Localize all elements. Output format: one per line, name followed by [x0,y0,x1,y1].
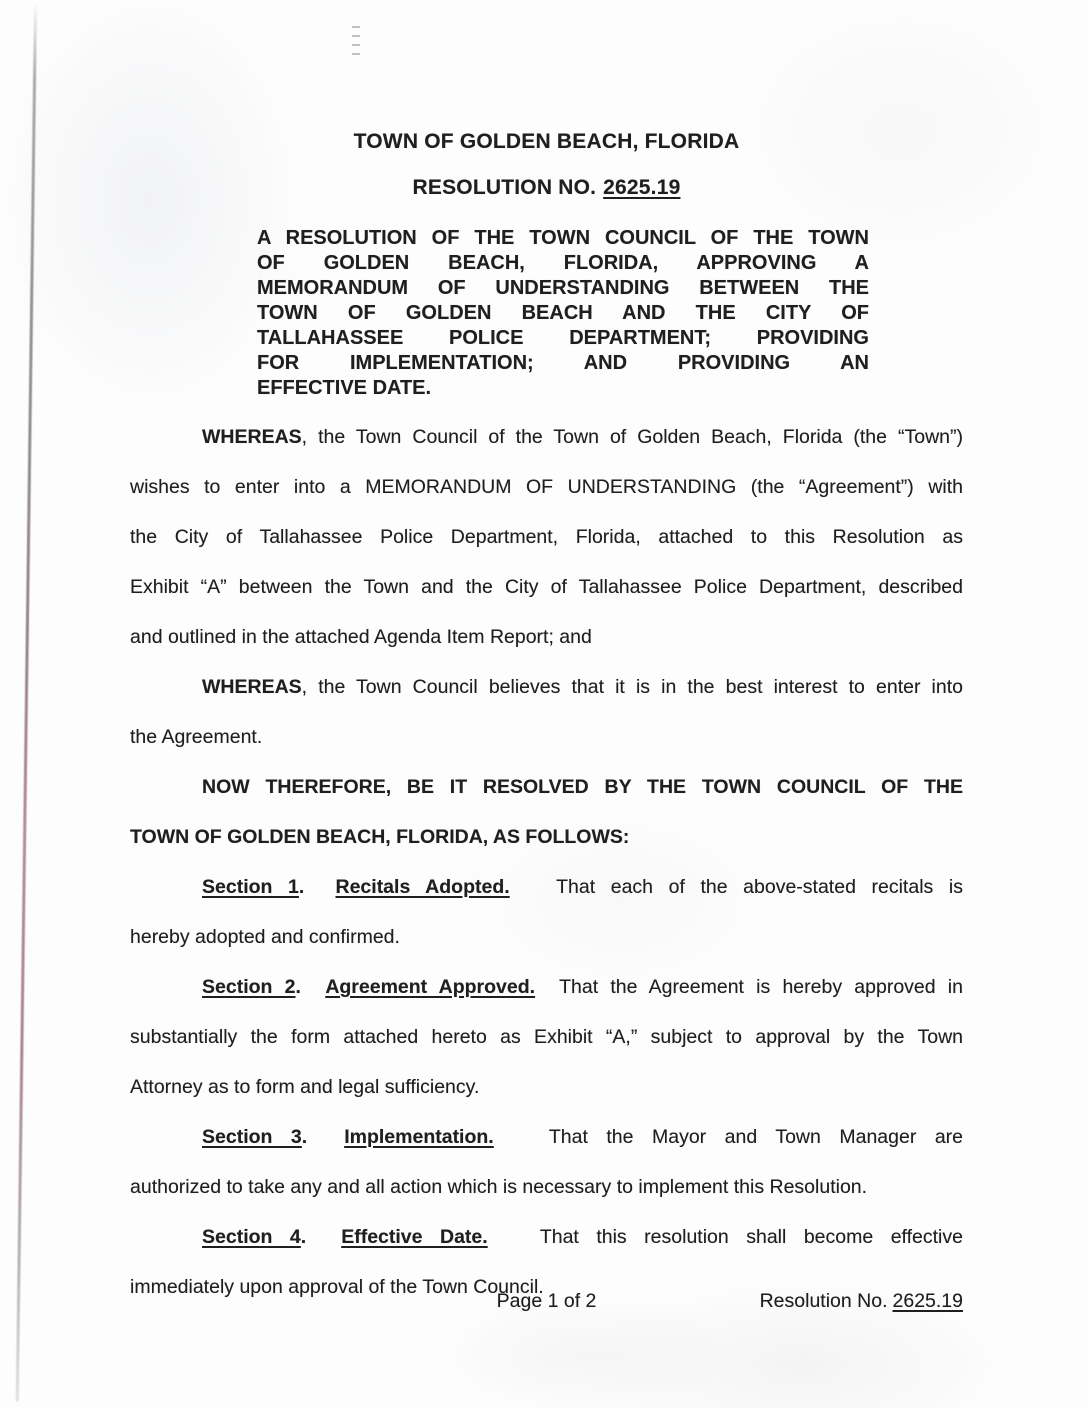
body-line: immediately upon approval of the Town Council. [130,1276,544,1298]
body-line: and outlined in the attached Agenda Item Report; and [130,626,592,648]
document-content [130,0,963,1408]
resolution-heading [130,176,963,200]
body-line: NOW THEREFORE, BE IT RESOLVED BY THE TOWN COUNCIL OF THE [202,776,963,798]
resolution-label: RESOLUTION NO. [412,176,597,199]
body-line: WHEREAS, the Town Council believes that it is in the best interest to enter into [202,676,963,698]
footer-resolution-number: 2625.19 [892,1290,963,1312]
paragraph [130,412,963,662]
caption-line: EFFECTIVE DATE. [257,377,432,399]
caption-line: OF GOLDEN BEACH, FLORIDA, APPROVING A [257,252,869,274]
body-line: Attorney as to form and legal sufficiency. [130,1076,480,1098]
resolution-number: 2625.19 [603,176,681,199]
caption-line: TOWN OF GOLDEN BEACH AND THE CITY OF [257,302,869,324]
body-line: hereby adopted and confirmed. [130,926,400,948]
caption-line: MEMORANDUM OF UNDERSTANDING BETWEEN THE [257,277,869,299]
paragraph [130,662,963,762]
body-line: Exhibit “A” between the Town and the City of Tallahassee Police Department, described [130,576,963,598]
paragraph [130,762,963,862]
body-line: WHEREAS, the Town Council of the Town of Golden Beach, Florida (the “Town”) [202,426,963,448]
document-title: TOWN OF GOLDEN BEACH, FLORIDA [353,130,740,153]
body-line: Section 4. Effective Date. That this resolution shall become effective [202,1226,963,1248]
paragraph [130,1112,963,1212]
body-line: the City of Tallahassee Police Department, Florida, attached to this Resolution as [130,526,963,548]
paragraph [130,862,963,962]
body-line: authorized to take any and all action which is necessary to implement this Resolution. [130,1176,868,1198]
page-footer [130,1290,963,1318]
caption-line: A RESOLUTION OF THE TOWN COUNCIL OF THE TOWN [257,227,869,249]
body-line: TOWN OF GOLDEN BEACH, FLORIDA, AS FOLLOWS: [130,826,630,848]
body-line: Section 2. Agreement Approved. That the Agreement is hereby approved in [202,976,963,998]
body-line: the Agreement. [130,726,263,748]
scan-line-artifact [16,6,37,1402]
caption-line: FOR IMPLEMENTATION; AND PROVIDING AN [257,352,869,374]
body-paragraphs [130,412,963,1312]
body-line: wishes to enter into a MEMORANDUM OF UNDERSTANDING (the “Agreement”) with [130,476,963,498]
caption-line: TALLAHASSEE POLICE DEPARTMENT; PROVIDING [257,327,869,349]
body-line: Section 1. Recitals Adopted. That each of the above-stated recitals is [202,876,963,898]
body-line: Section 3. Implementation. That the Mayor and Town Manager are [202,1126,963,1148]
paragraph [130,962,963,1112]
footer-resolution-label: Resolution No. [759,1290,888,1312]
body-line: substantially the form attached hereto as Exhibit “A,” subject to approval by the Town [130,1026,963,1048]
page-number: Page 1 of 2 [496,1290,597,1312]
caption [257,226,869,401]
footer-resolution [760,1290,963,1313]
